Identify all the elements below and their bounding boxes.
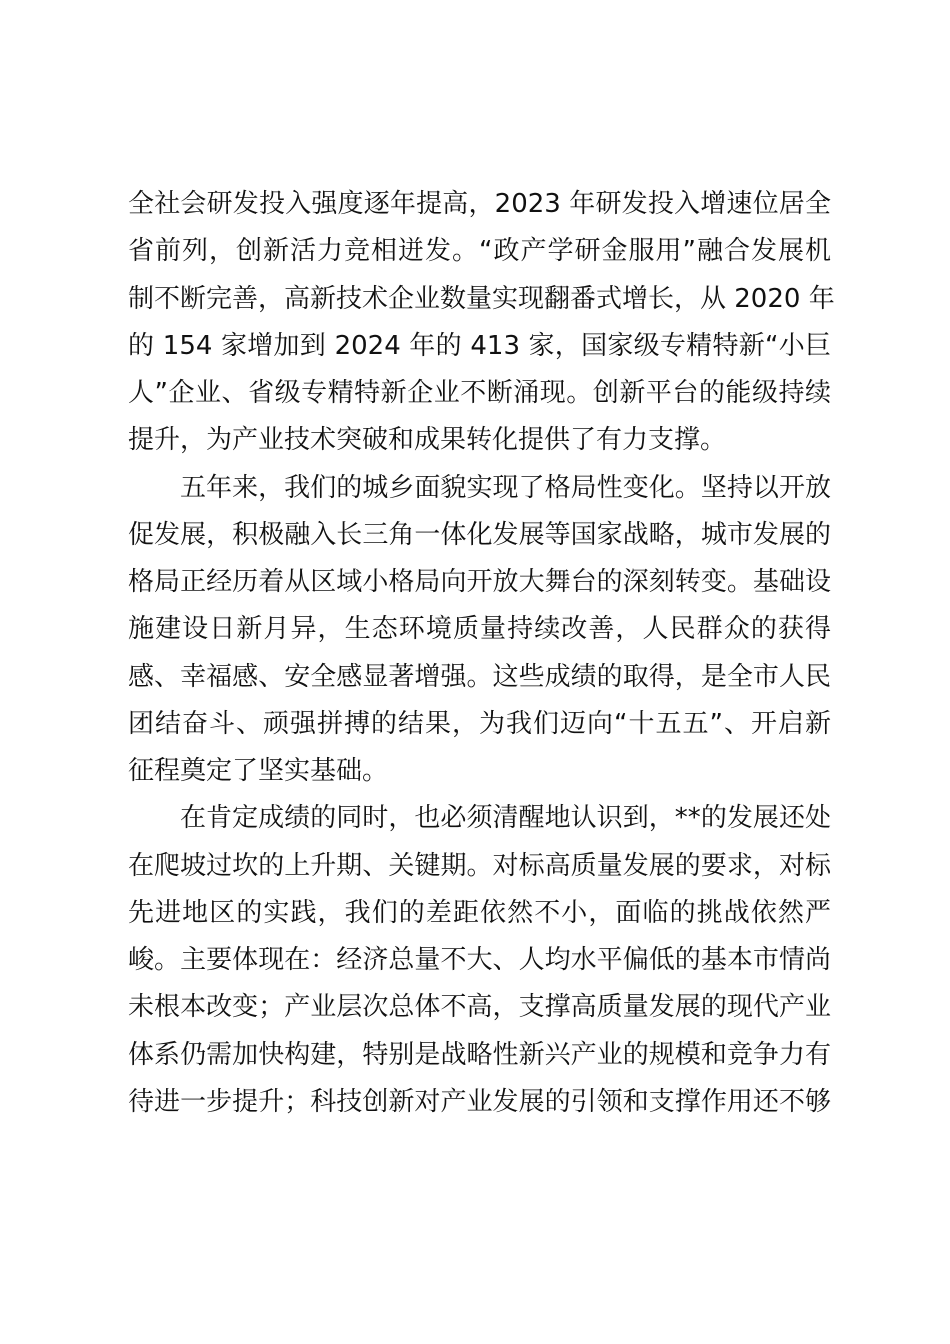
text-line: 峻。主要体现在：经济总量不大、人均水平偏低的基本市情尚: [128, 945, 831, 975]
text-line: 促发展，积极融入长三角一体化发展等国家战略，城市发展的: [128, 519, 831, 550]
text-line: 先进地区的实践，我们的差距依然不小，面临的挑战依然严: [128, 897, 831, 928]
text-line: 人”企业、省级专精特新企业不断涌现。创新平台的能级持续: [128, 378, 831, 408]
text-line: 感、幸福感、安全感显著增强。这些成绩的取得，是全市人民: [128, 661, 831, 692]
text-line: 制不断完善，高新技术企业数量实现翻番式增长，从 2020 年: [128, 283, 835, 314]
document-page: [128, 181, 835, 1126]
paragraph-3: [128, 795, 831, 1126]
text-line: 在爬坡过坎的上升期、关键期。对标高质量发展的要求，对标: [128, 850, 831, 881]
paragraph-2: [128, 465, 831, 796]
text-line: 提升，为产业技术突破和成果转化提供了有力支撑。: [128, 425, 727, 456]
text-line: 省前列，创新活力竞相迸发。“政产学研金服用”融合发展机: [128, 236, 831, 267]
text-line: 未根本改变；产业层次总体不高，支撑高质量发展的现代产业: [128, 992, 831, 1023]
text-line: 征程奠定了坚实基础。: [128, 756, 389, 786]
text-line: 五年来，我们的城乡面貌实现了格局性变化。坚持以开放: [180, 472, 831, 503]
paragraph-1: [128, 181, 835, 465]
text-line: 待进一步提升；科技创新对产业发展的引领和支撑作用还不够: [128, 1086, 831, 1117]
text-line: 全社会研发投入强度逐年提高，2023 年研发投入增速位居全: [128, 189, 831, 219]
text-line: 的 154 家增加到 2024 年的 413 家，国家级专精特新“小巨: [128, 330, 831, 361]
text-line: 施建设日新月异，生态环境质量持续改善，人民群众的获得: [128, 614, 831, 645]
text-line: 体系仍需加快构建，特别是战略性新兴产业的规模和竞争力有: [128, 1039, 831, 1070]
text-line: 格局正经历着从区域小格局向开放大舞台的深刻转变。基础设: [128, 567, 831, 597]
text-line: 在肯定成绩的同时，也必须清醒地认识到，**的发展还处: [180, 803, 831, 834]
text-line: 团结奋斗、顽强拼搏的结果，为我们迈向“十五五”、开启新: [128, 708, 831, 739]
